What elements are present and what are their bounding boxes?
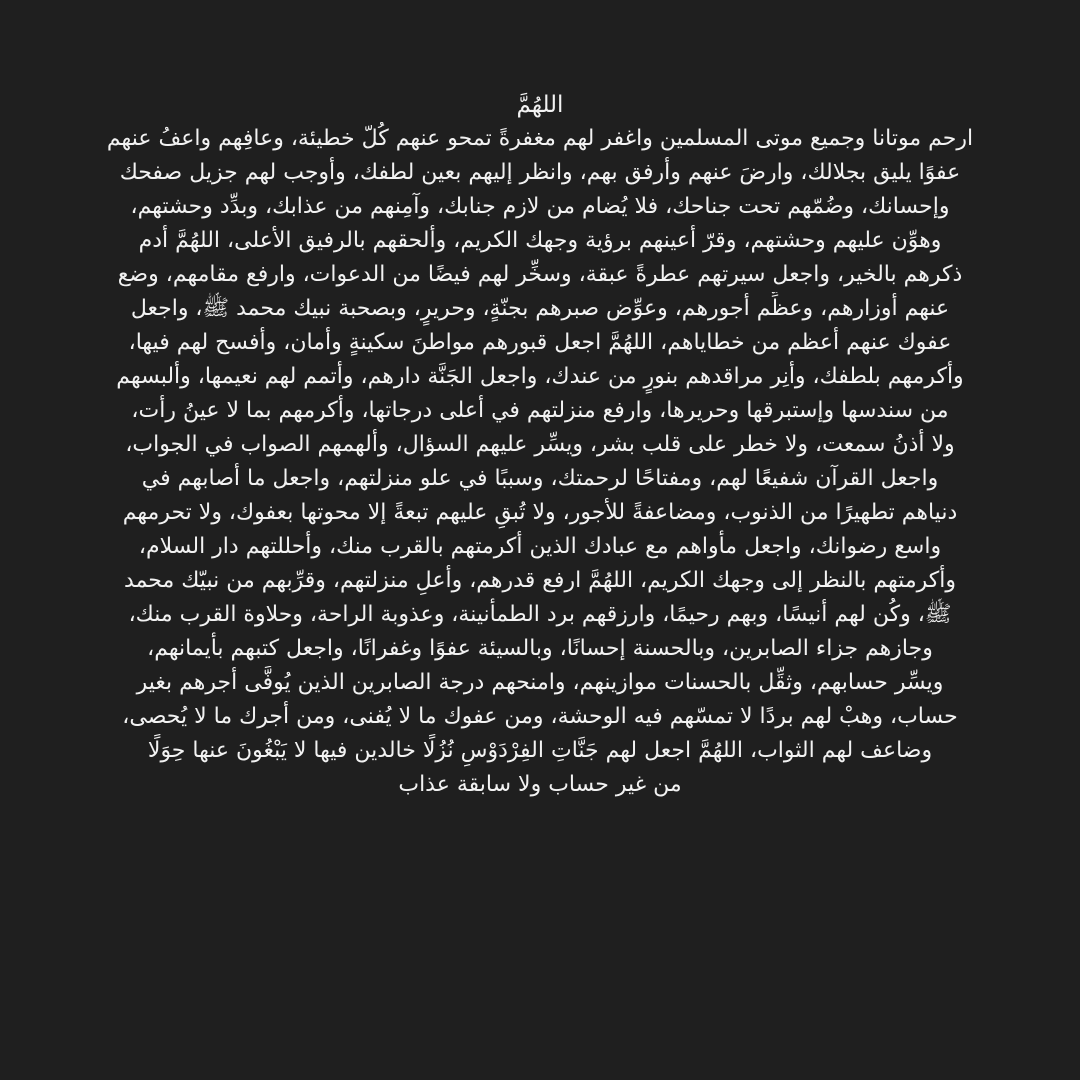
dua-text-block bbox=[62, 88, 1018, 802]
dua-line-5: ذكرهم بالخير، واجعل سيرتهم عطرةً عبقة، وسخِّر لهم فيضًا من الدعوات، وارفع مقامهم، وضع bbox=[117, 262, 963, 287]
dua-line-19: وضاعف لهم الثواب، اللهُمَّ اجعل لهم جَنَّاتِ الفِرْدَوْسِ نُزُلًا خالدين فيها لا يَبْغُونَ عنها حِوَلًا bbox=[147, 738, 933, 763]
dua-heading: اللهُمَّ bbox=[516, 92, 564, 118]
dua-line-15: ﷺ، وكُن لهم أنيسًا، وبهم رحيمًا، وارزقهم برد الطمأنينة، وعذوبة الراحة، وحلاوة القرب منك، bbox=[128, 602, 952, 627]
dua-line-1: ارحم موتانا وجميع موتى المسلمين واغفر لهم مغفرةً تمحو عنهم كُلّ خطيئة، وعافِهم واعفُ عنهم bbox=[106, 126, 974, 151]
dua-line-17: ويسِّر حسابهم، وثقِّل بالحسنات موازينهم، وامنحهم درجة الصابرين الذين يُوفَّى أجرهم بغير bbox=[136, 670, 944, 695]
dua-line-14: وأكرمتهم بالنظر إلى وجهك الكريم، اللهُمَّ ارفع قدرهم، وأعلِ منزلتهم، وقرِّبهم من نبيّك محمد bbox=[124, 568, 956, 593]
dua-line-11: واجعل القرآن شفيعًا لهم، ومفتاحًا لرحمتك، وسببًا في علو منزلتهم، واجعل ما أصابهم في bbox=[141, 466, 939, 491]
dua-line-13: واسع رضوانك، واجعل مأواهم مع عبادك الذين أكرمتهم بالقرب منك، وأحللتهم دار السلام، bbox=[138, 534, 942, 559]
dua-line-9: من سندسها وإستبرقها وحريرها، وارفع منزلتهم في أعلى درجاتها، وأكرمهم بما لا عينُ رأت، bbox=[131, 398, 949, 423]
dua-line-4: وهوِّن عليهم وحشتهم، وقرّ أعينهم برؤية وجهك الكريم، وألحقهم بالرفيق الأعلى، اللهُمَّ أدم bbox=[138, 228, 942, 253]
dua-line-8: وأكرمهم بلطفك، وأنِر مراقدهم بنورٍ من عندك، واجعل الجَنَّة دارهم، وأتمم لهم نعيمها، وألبسهم bbox=[116, 364, 964, 389]
dua-line-6: عنهم أوزارهم، وعظِّم أجورهم، وعوِّض صبرهم بجنّةٍ، وحريرٍ، وبصحبة نبيك محمد ﷺ، واجعل bbox=[130, 296, 950, 321]
dua-line-12: دنياهم تطهيرًا من الذنوب، ومضاعفةً للأجور، ولا تُبقِ عليهم تبعةً إلا محوتها بعفوك، ولا تحرمهم bbox=[122, 500, 958, 525]
dua-line-2: عفوًا يليق بجلالك، وارضَ عنهم وأرفق بهم، وانظر إليهم بعين لطفك، وأوجب لهم جزيل صفحك bbox=[119, 160, 961, 185]
dua-line-10: ولا أذنُ سمعت، ولا خطر على قلب بشر، ويسِّر عليهم السؤال، وألهمهم الصواب في الجواب، bbox=[125, 432, 955, 457]
dua-line-16: وجازهم جزاء الصابرين، وبالحسنة إحسانًا، وبالسيئة عفوًا وغفرانًا، واجعل كتبهم بأيمانهم، bbox=[147, 636, 933, 661]
dua-line-7: عفوك عنهم أعظم من خطاياهم، اللهُمَّ اجعل قبورهم مواطنَ سكينةٍ وأمان، وأفسح لهم فيها، bbox=[128, 330, 952, 355]
dua-line-3: وإحسانك، وضُمّهم تحت جناحك، فلا يُضام من لازم جنابك، وآمِنهم من عذابك، وبدِّد وحشتهم، bbox=[130, 194, 950, 219]
dua-line-18: حساب، وهبْ لهم بردًا لا تمسّهم فيه الوحشة، ومن عفوك ما لا يُفنى، ومن أجرك ما لا يُحصى، bbox=[122, 704, 958, 729]
dua-line-20: من غير حساب ولا سابقة عذاب bbox=[398, 772, 682, 797]
